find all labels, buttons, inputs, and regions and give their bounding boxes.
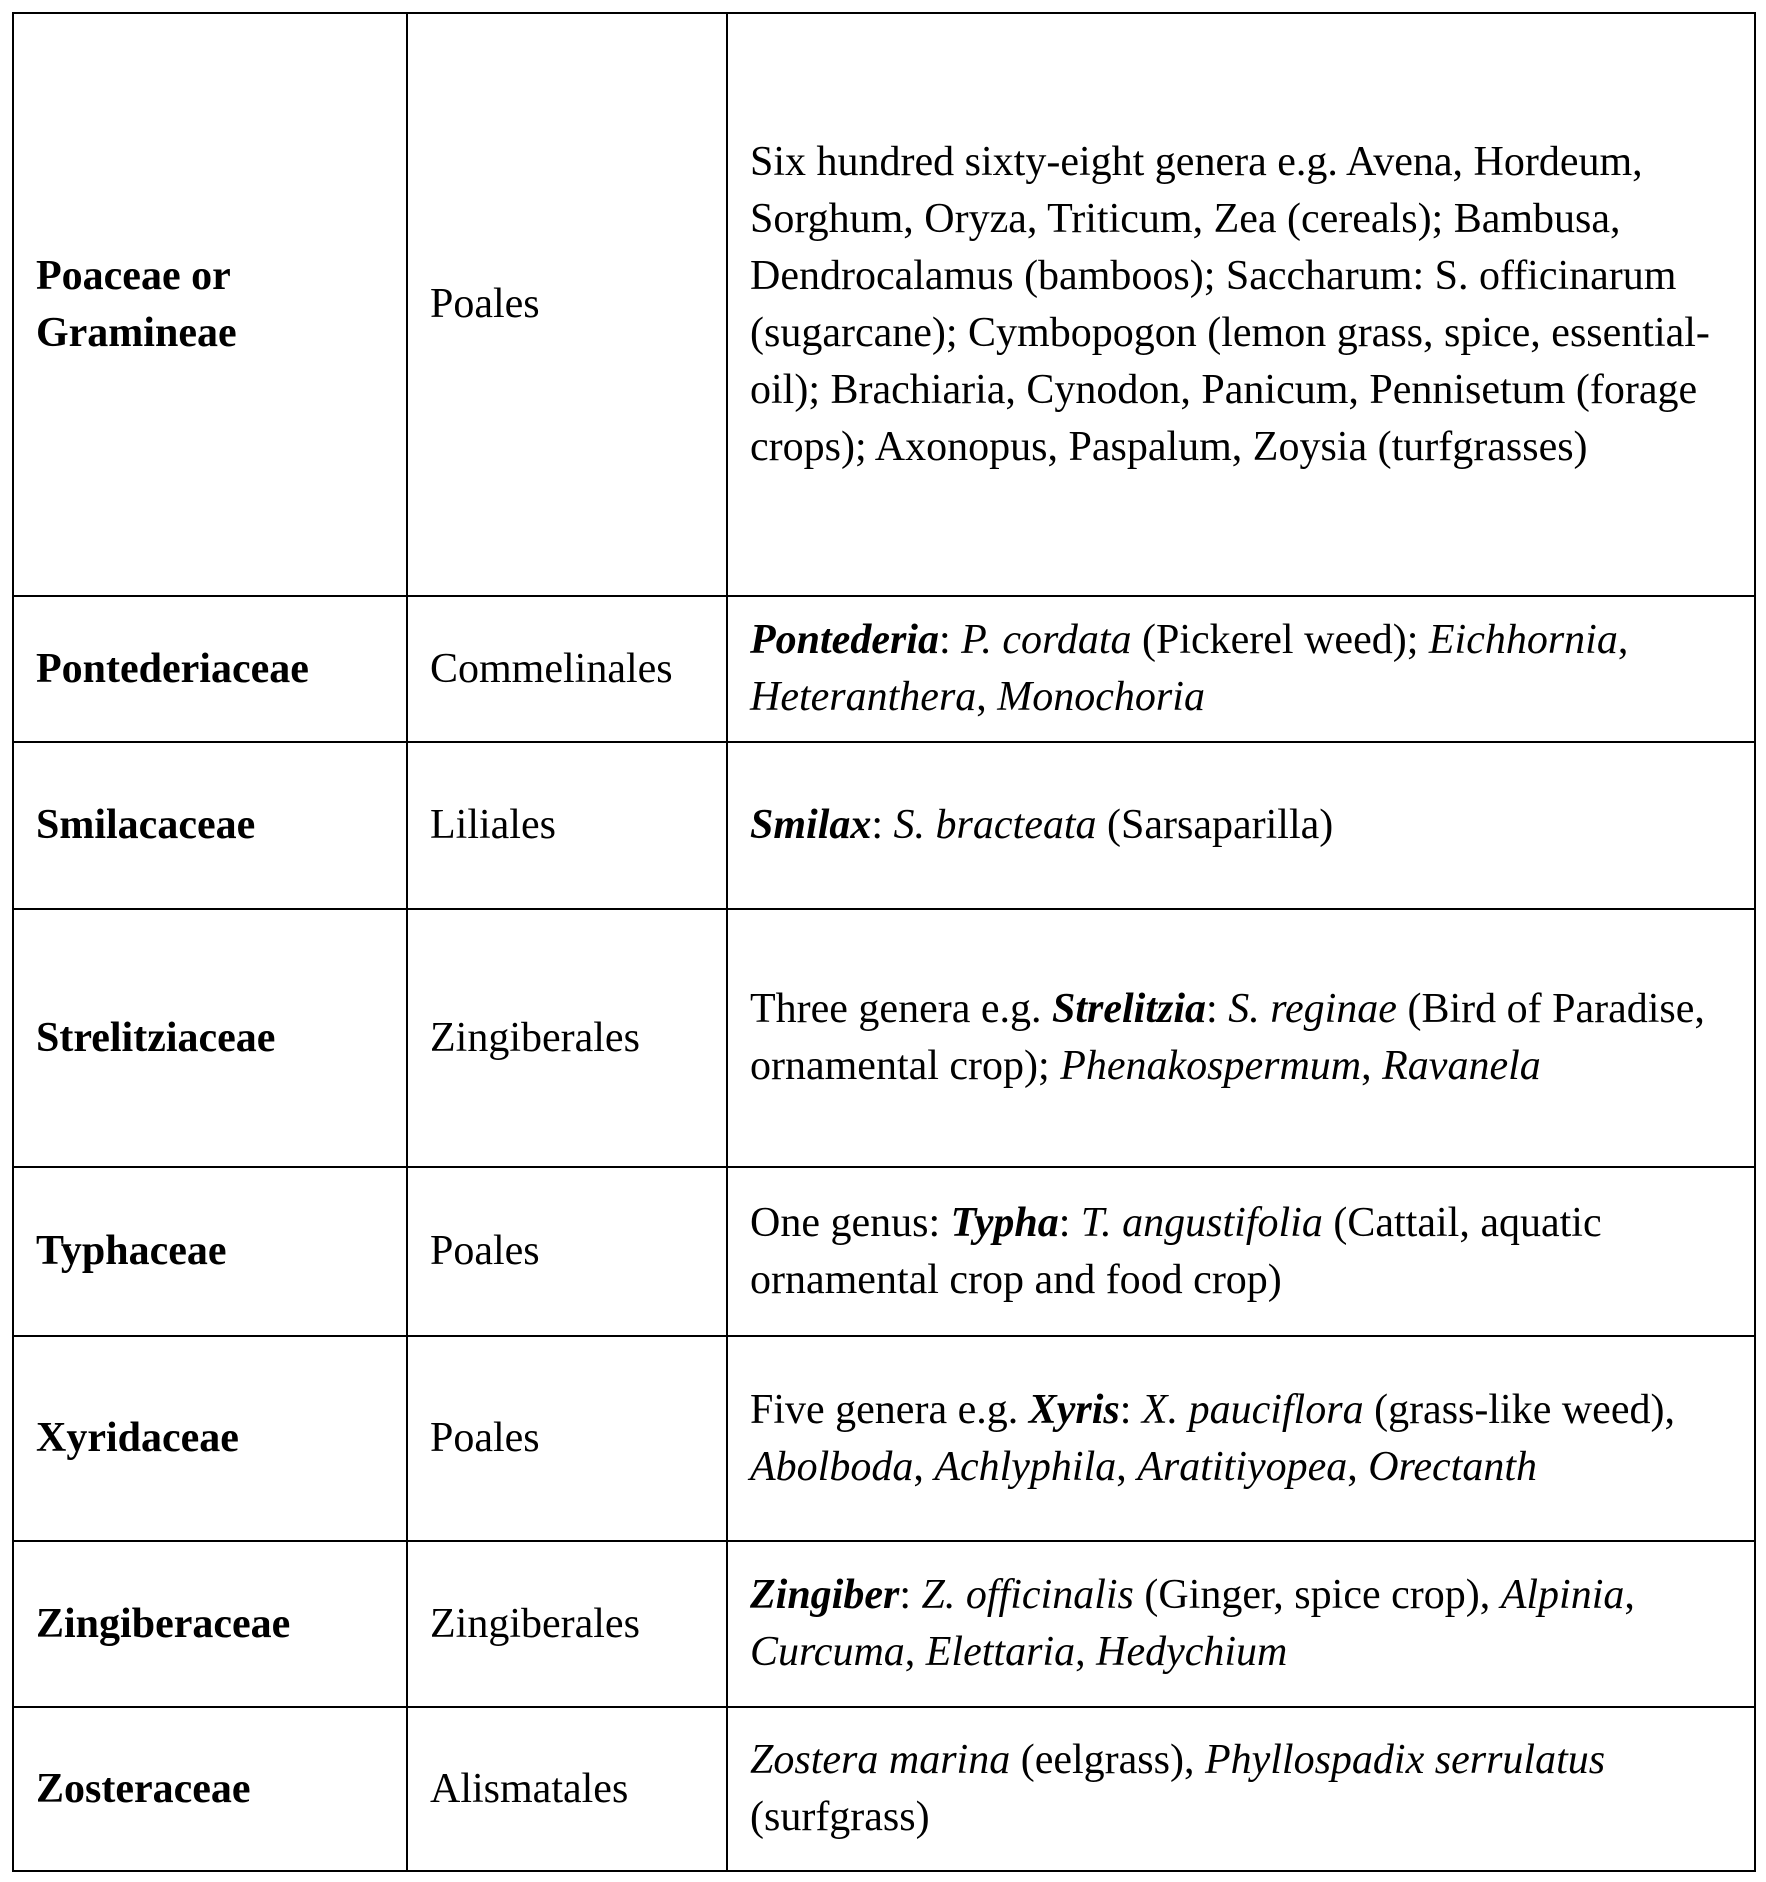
- table-row: [13, 1336, 1755, 1541]
- text-span: One genus:: [750, 1200, 951, 1246]
- text-span: ,: [1624, 1572, 1635, 1618]
- species-name: Eichhornia: [1429, 617, 1618, 663]
- genus-name: Typha: [951, 1200, 1059, 1246]
- species-name: Hedychium: [1096, 1629, 1287, 1675]
- table-row: [13, 1541, 1755, 1707]
- text-span: (surfgrass): [750, 1794, 930, 1840]
- order-cell: Poales: [407, 1167, 727, 1336]
- family-cell: Zingiberaceae: [13, 1541, 407, 1707]
- text-span: (grass-like weed),: [1364, 1387, 1675, 1433]
- order-cell: Poales: [407, 13, 727, 596]
- text-span: ,: [1618, 617, 1629, 663]
- family-cell: Smilacaceae: [13, 742, 407, 909]
- species-name: Zostera marina: [750, 1737, 1010, 1783]
- species-name: Z. officinalis: [922, 1572, 1134, 1618]
- text-span: Three genera e.g.: [750, 986, 1052, 1032]
- text-span: :: [899, 1572, 921, 1618]
- order-cell: Zingiberales: [407, 1541, 727, 1707]
- examples-cell: [727, 742, 1755, 909]
- examples-cell: [727, 1336, 1755, 1541]
- family-cell: Zosteraceae: [13, 1707, 407, 1871]
- species-name: S. bracteata: [894, 802, 1097, 848]
- genus-name: Xyris: [1029, 1387, 1120, 1433]
- examples-cell: [727, 1541, 1755, 1707]
- text-span: (Ginger, spice crop),: [1134, 1572, 1501, 1618]
- text-span: ,: [976, 674, 997, 720]
- text-span: ,: [913, 1444, 934, 1490]
- examples-cell: [727, 1167, 1755, 1336]
- species-name: Monochoria: [997, 674, 1205, 720]
- text-span: Six hundred sixty-eight genera e.g. Avena, Hordeum, Sorghum, Oryza, Triticum, Zea (cereals); Bambusa, Dendrocalamus (bamboos); Saccharum: S. officinarum (sugarcane); Cymbopogon (lemon grass, spice, essential-oil); Brachiaria, Cynodon, Panicum, Pennisetum (forage crops); Axonopus, Paspalum, Zoysia (turfgrasses): [750, 139, 1710, 470]
- species-name: Orectanth: [1368, 1444, 1537, 1490]
- genus-name: Strelitzia: [1052, 986, 1206, 1032]
- text-span: ,: [1347, 1444, 1368, 1490]
- text-span: (Pickerel weed);: [1132, 617, 1429, 663]
- species-name: Alpinia: [1501, 1572, 1625, 1618]
- plant-family-table: [12, 12, 1756, 1872]
- table-row: [13, 742, 1755, 909]
- genus-name: Smilax: [750, 802, 871, 848]
- text-span: :: [1059, 1200, 1081, 1246]
- family-cell: Poaceae or Gramineae: [13, 13, 407, 596]
- text-span: ,: [1116, 1444, 1137, 1490]
- species-name: Phenakospermum: [1060, 1043, 1361, 1089]
- family-cell: Xyridaceae: [13, 1336, 407, 1541]
- text-span: :: [1120, 1387, 1142, 1433]
- species-name: Curcuma: [750, 1629, 905, 1675]
- text-span: :: [939, 617, 961, 663]
- text-span: (eelgrass),: [1010, 1737, 1205, 1783]
- examples-cell: [727, 1707, 1755, 1871]
- examples-cell: [727, 596, 1755, 742]
- table-row: [13, 1167, 1755, 1336]
- text-span: (Bird of Paradise, ornamental crop);: [750, 986, 1705, 1089]
- species-name: Heteranthera: [750, 674, 976, 720]
- text-span: Five genera e.g.: [750, 1387, 1029, 1433]
- species-name: Abolboda: [750, 1444, 913, 1490]
- genus-name: Pontederia: [750, 617, 939, 663]
- family-cell: Strelitziaceae: [13, 909, 407, 1167]
- examples-cell: [727, 909, 1755, 1167]
- species-name: X. pauciflora: [1142, 1387, 1364, 1433]
- table-row: [13, 596, 1755, 742]
- examples-cell: [727, 13, 1755, 596]
- order-cell: Zingiberales: [407, 909, 727, 1167]
- genus-name: Zingiber: [750, 1572, 899, 1618]
- order-cell: Alismatales: [407, 1707, 727, 1871]
- text-span: :: [1206, 986, 1228, 1032]
- table-row: [13, 1707, 1755, 1871]
- family-cell: Typhaceae: [13, 1167, 407, 1336]
- table-row: [13, 909, 1755, 1167]
- species-name: Ravanela: [1382, 1043, 1541, 1089]
- order-cell: Commelinales: [407, 596, 727, 742]
- table-row: [13, 13, 1755, 596]
- text-span: (Cattail, aquatic ornamental crop and food crop): [750, 1200, 1602, 1303]
- order-cell: Poales: [407, 1336, 727, 1541]
- species-name: S. reginae: [1228, 986, 1397, 1032]
- text-span: ,: [905, 1629, 926, 1675]
- species-name: P. cordata: [961, 617, 1131, 663]
- text-span: ,: [1075, 1629, 1096, 1675]
- species-name: T. angustifolia: [1081, 1200, 1323, 1246]
- text-span: ,: [1361, 1043, 1382, 1089]
- species-name: Aratitiyopea: [1137, 1444, 1347, 1490]
- species-name: Elettaria: [926, 1629, 1075, 1675]
- species-name: Phyllospadix serrulatus: [1205, 1737, 1605, 1783]
- text-span: :: [871, 802, 893, 848]
- family-cell: Pontederiaceae: [13, 596, 407, 742]
- order-cell: Liliales: [407, 742, 727, 909]
- species-name: Achlyphila: [934, 1444, 1116, 1490]
- text-span: (Sarsaparilla): [1097, 802, 1334, 848]
